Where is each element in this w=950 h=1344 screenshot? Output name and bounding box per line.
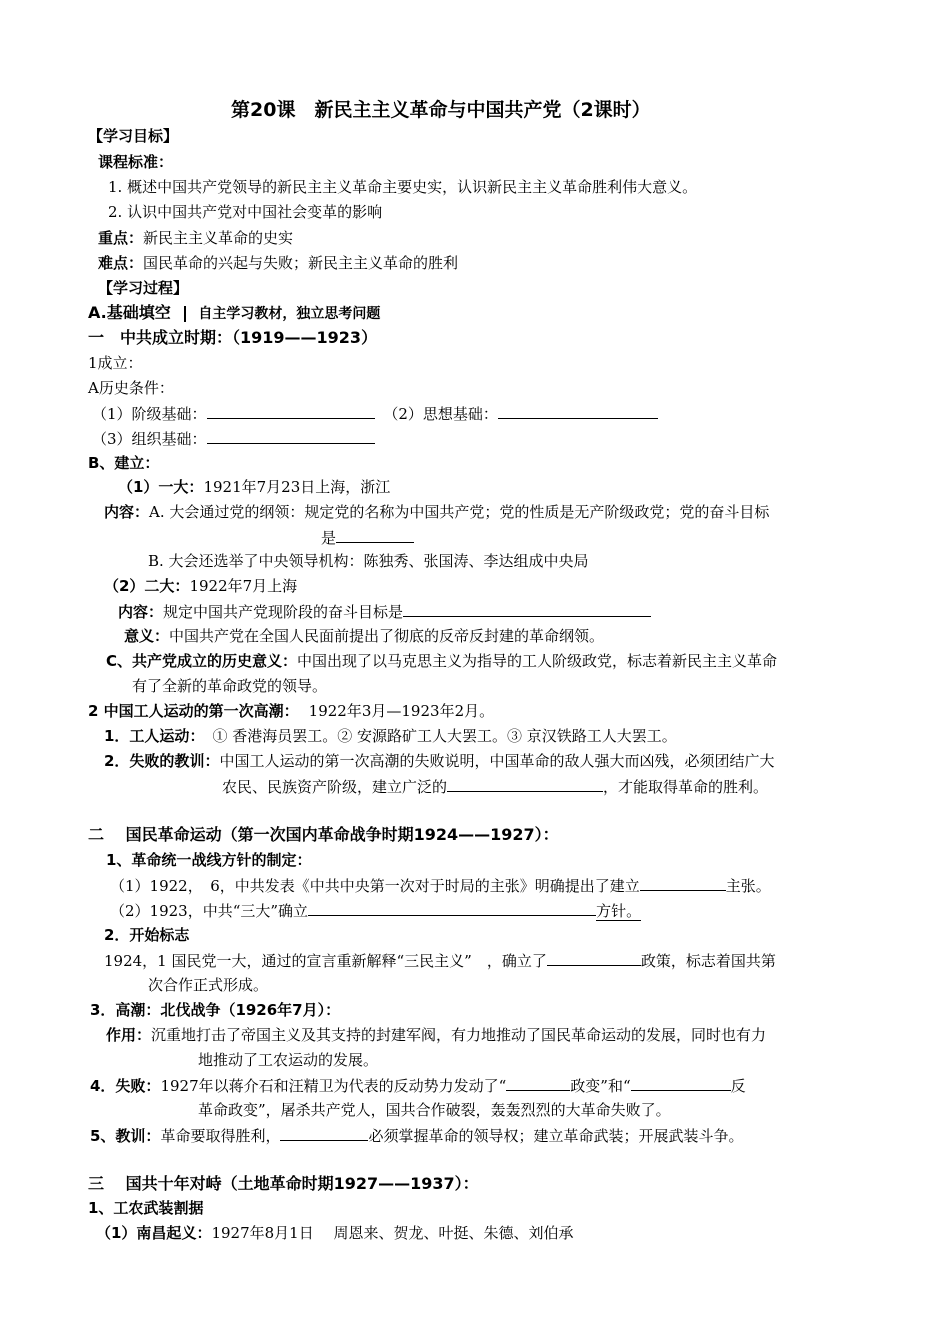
difficulty-text: 国民革命的兴起与失败；新民主主义革命的胜利 <box>143 254 459 272</box>
part2-s1b <box>110 900 641 921</box>
s1a-text: （1）1922， 6，中共发表《中共中央第一次对于时局的主张》明确提出了建立 <box>110 877 640 895</box>
s5-text2: 必须掌握革命的领导权；建立革命武装；开展武装斗争。 <box>368 1127 744 1145</box>
curriculum-item-1: 1. 概述中国共产党领导的新民主主义革命主要史实，认识新民主主义革命胜利伟大意义。 <box>108 178 698 196</box>
section-a-divider <box>184 306 186 322</box>
goal-blank[interactable] <box>336 527 414 543</box>
part1-c3-row <box>92 428 375 449</box>
labor2-text2b: ，才能取得革命的胜利。 <box>603 778 769 796</box>
part1-b: B、建立： <box>88 454 160 472</box>
united-front-blank[interactable] <box>447 776 603 792</box>
s4-text3: 反 <box>730 1077 746 1095</box>
c-label: C、共产党成立的历史意义： <box>106 652 298 670</box>
second-congress-text: 1922年7月上海 <box>189 577 298 595</box>
first-congress <box>118 477 390 497</box>
s1b-text: （2）1923，中共“三大”确立 <box>110 902 309 920</box>
meaning <box>124 626 604 646</box>
c-text: 中国出现了以马克思主义为指导的工人阶级政党，标志着新民主主义革命 <box>297 652 778 670</box>
labor2-label: 2．失败的教训： <box>104 752 220 770</box>
s1a-label: （1）南昌起义： <box>96 1224 212 1242</box>
s5-label: 5、教训： <box>90 1127 161 1145</box>
labor2 <box>104 751 774 771</box>
org-basis-blank[interactable] <box>207 428 375 444</box>
part2-heading: 二 国民革命运动（第一次国内革命战争时期1924——1927）： <box>88 825 559 844</box>
key-label: 重点： <box>98 229 144 247</box>
second-content-text: 规定中国共产党现阶段的奋斗目标是 <box>163 603 404 621</box>
part2-s5 <box>90 1125 743 1146</box>
part3-heading: 三 国共十年对峙（土地革命时期1927——1937）： <box>88 1174 479 1193</box>
s4-label: 4．失败： <box>90 1077 161 1095</box>
first-congress-label: （1）一大： <box>118 478 204 496</box>
part1-c1-row <box>92 403 658 424</box>
first-content <box>104 502 769 522</box>
policy-blank[interactable] <box>308 900 596 916</box>
part1-condition-a: A历史条件： <box>88 379 174 397</box>
meaning-text: 中国共产党在全国人民面前提出了彻底的反帝反封建的革命纲领。 <box>169 627 605 645</box>
part1-heading: 一 中共成立时期：（1919——1923） <box>88 328 378 347</box>
page-title: 第20课 新民主主义革命与中国共产党（2课时） <box>231 99 651 121</box>
alliance-blank[interactable] <box>640 875 726 891</box>
second-content <box>118 601 651 622</box>
s5-text1: 革命要取得胜利， <box>160 1127 281 1145</box>
key-text: 新民主主义革命的史实 <box>143 229 294 247</box>
part2-s3-text2: 地推动了工农运动的发展。 <box>198 1051 379 1069</box>
part2-s2-text3: 次合作正式形成。 <box>148 976 269 994</box>
meaning-label: 意义： <box>124 627 170 645</box>
content-b: B. 大会还选举了中央领导机构：陈独秀、张国涛、李达组成中央局 <box>148 552 589 570</box>
s4-text2: 政变”和“ <box>570 1077 631 1095</box>
c-text-2: 有了全新的革命政党的领导。 <box>132 677 328 695</box>
s3-text: 沉重地打击了帝国主义及其支持的封建军阀，有力地推动了国民革命运动的发展，同时也有力 <box>151 1026 767 1044</box>
labor1-label: 1．工人运动： <box>104 727 205 745</box>
difficulty-label: 难点： <box>98 254 144 272</box>
second-congress <box>104 576 297 596</box>
coup-blank-1[interactable] <box>506 1075 570 1091</box>
objectives-heading: 【学习目标】 <box>88 127 179 145</box>
curriculum-label: 课程标准： <box>98 153 174 171</box>
part1-sub1: 1成立： <box>88 354 143 372</box>
section-a-label: A.基础填空 <box>88 303 171 322</box>
part2-s1a <box>110 875 771 896</box>
process-heading: 【学习过程】 <box>98 279 189 297</box>
part2-s1: 1、革命统一战线方针的制定： <box>106 851 312 869</box>
org-basis-label: （3）组织基础： <box>92 430 207 448</box>
s2-text1: 1924，1 国民党一大，通过的宣言重新解释“三民主义” ，确立了 <box>104 952 547 970</box>
labor1-text: ① 香港海员罢工。② 安源路矿工人大罢工。③ 京汉铁路工人大罢工。 <box>212 727 677 745</box>
second-congress-label: （2）二大： <box>104 577 190 595</box>
coup-blank-2[interactable] <box>631 1075 731 1091</box>
s3-label: 作用： <box>106 1026 152 1044</box>
ideology-basis-label: （2）思想基础： <box>383 405 498 423</box>
part2-s4 <box>90 1075 746 1096</box>
labor-heading-row <box>88 701 494 721</box>
second-content-label: 内容： <box>118 603 164 621</box>
s1a-text-3: 1927年8月1日 周恩来、贺龙、叶挺、朱德、刘伯承 <box>211 1224 574 1242</box>
part3-s1a <box>96 1223 573 1243</box>
class-basis-label: （1）阶级基础： <box>92 405 207 423</box>
lesson-blank[interactable] <box>280 1125 368 1141</box>
section-a <box>88 303 380 324</box>
class-basis-blank[interactable] <box>207 403 375 419</box>
part2-s3-effect <box>106 1025 766 1045</box>
difficulty-points <box>98 253 458 273</box>
labor2-line2 <box>222 776 768 797</box>
current-goal-blank[interactable] <box>403 601 651 617</box>
part2-s3: 3．高潮：北伐战争（1926年7月）： <box>90 1001 341 1019</box>
c-significance <box>106 651 777 671</box>
curriculum-item-2: 2. 认识中国共产党对中国社会变革的影响 <box>108 203 383 221</box>
three-policies-blank[interactable] <box>547 950 641 966</box>
labor1 <box>104 726 677 746</box>
labor2-text: 中国工人运动的第一次高潮的失败说明，中国革命的敌人强大而凶残，必须团结广大 <box>219 752 775 770</box>
key-points <box>98 228 293 248</box>
labor-time: 1922年3月—1923年2月。 <box>308 702 495 720</box>
s2-text2: 政策，标志着国共第 <box>640 952 776 970</box>
part3-s1: 1、工农武装割据 <box>88 1199 204 1217</box>
section-a-note: 自主学习教材，独立思考问题 <box>198 306 381 322</box>
part2-s2: 2．开始标志 <box>104 926 190 944</box>
content-a-2-text: 是 <box>321 529 337 547</box>
part2-s2-text <box>104 950 776 971</box>
s4-text1: 1927年以蒋介石和汪精卫为代表的反动势力发动了“ <box>160 1077 507 1095</box>
first-congress-text: 1921年7月23日上海，浙江 <box>203 478 391 496</box>
s1b-end: 方针。 <box>596 902 642 920</box>
part2-s4-text4: 革命政变”，屠杀共产党人，国共合作破裂，轰轰烈烈的大革命失败了。 <box>198 1101 671 1119</box>
content-a: A. 大会通过党的纲领：规定党的名称为中国共产党；党的性质是无产阶级政党；党的奋斗目标 <box>149 503 770 521</box>
s1a-end: 主张。 <box>725 877 771 895</box>
content-label: 内容： <box>104 503 150 521</box>
labor2-text2a: 农民、民族资产阶级，建立广泛的 <box>222 778 448 796</box>
ideology-basis-blank[interactable] <box>498 403 658 419</box>
content-a-2 <box>321 527 414 548</box>
labor-heading: 2 中国工人运动的第一次高潮： <box>88 702 299 720</box>
